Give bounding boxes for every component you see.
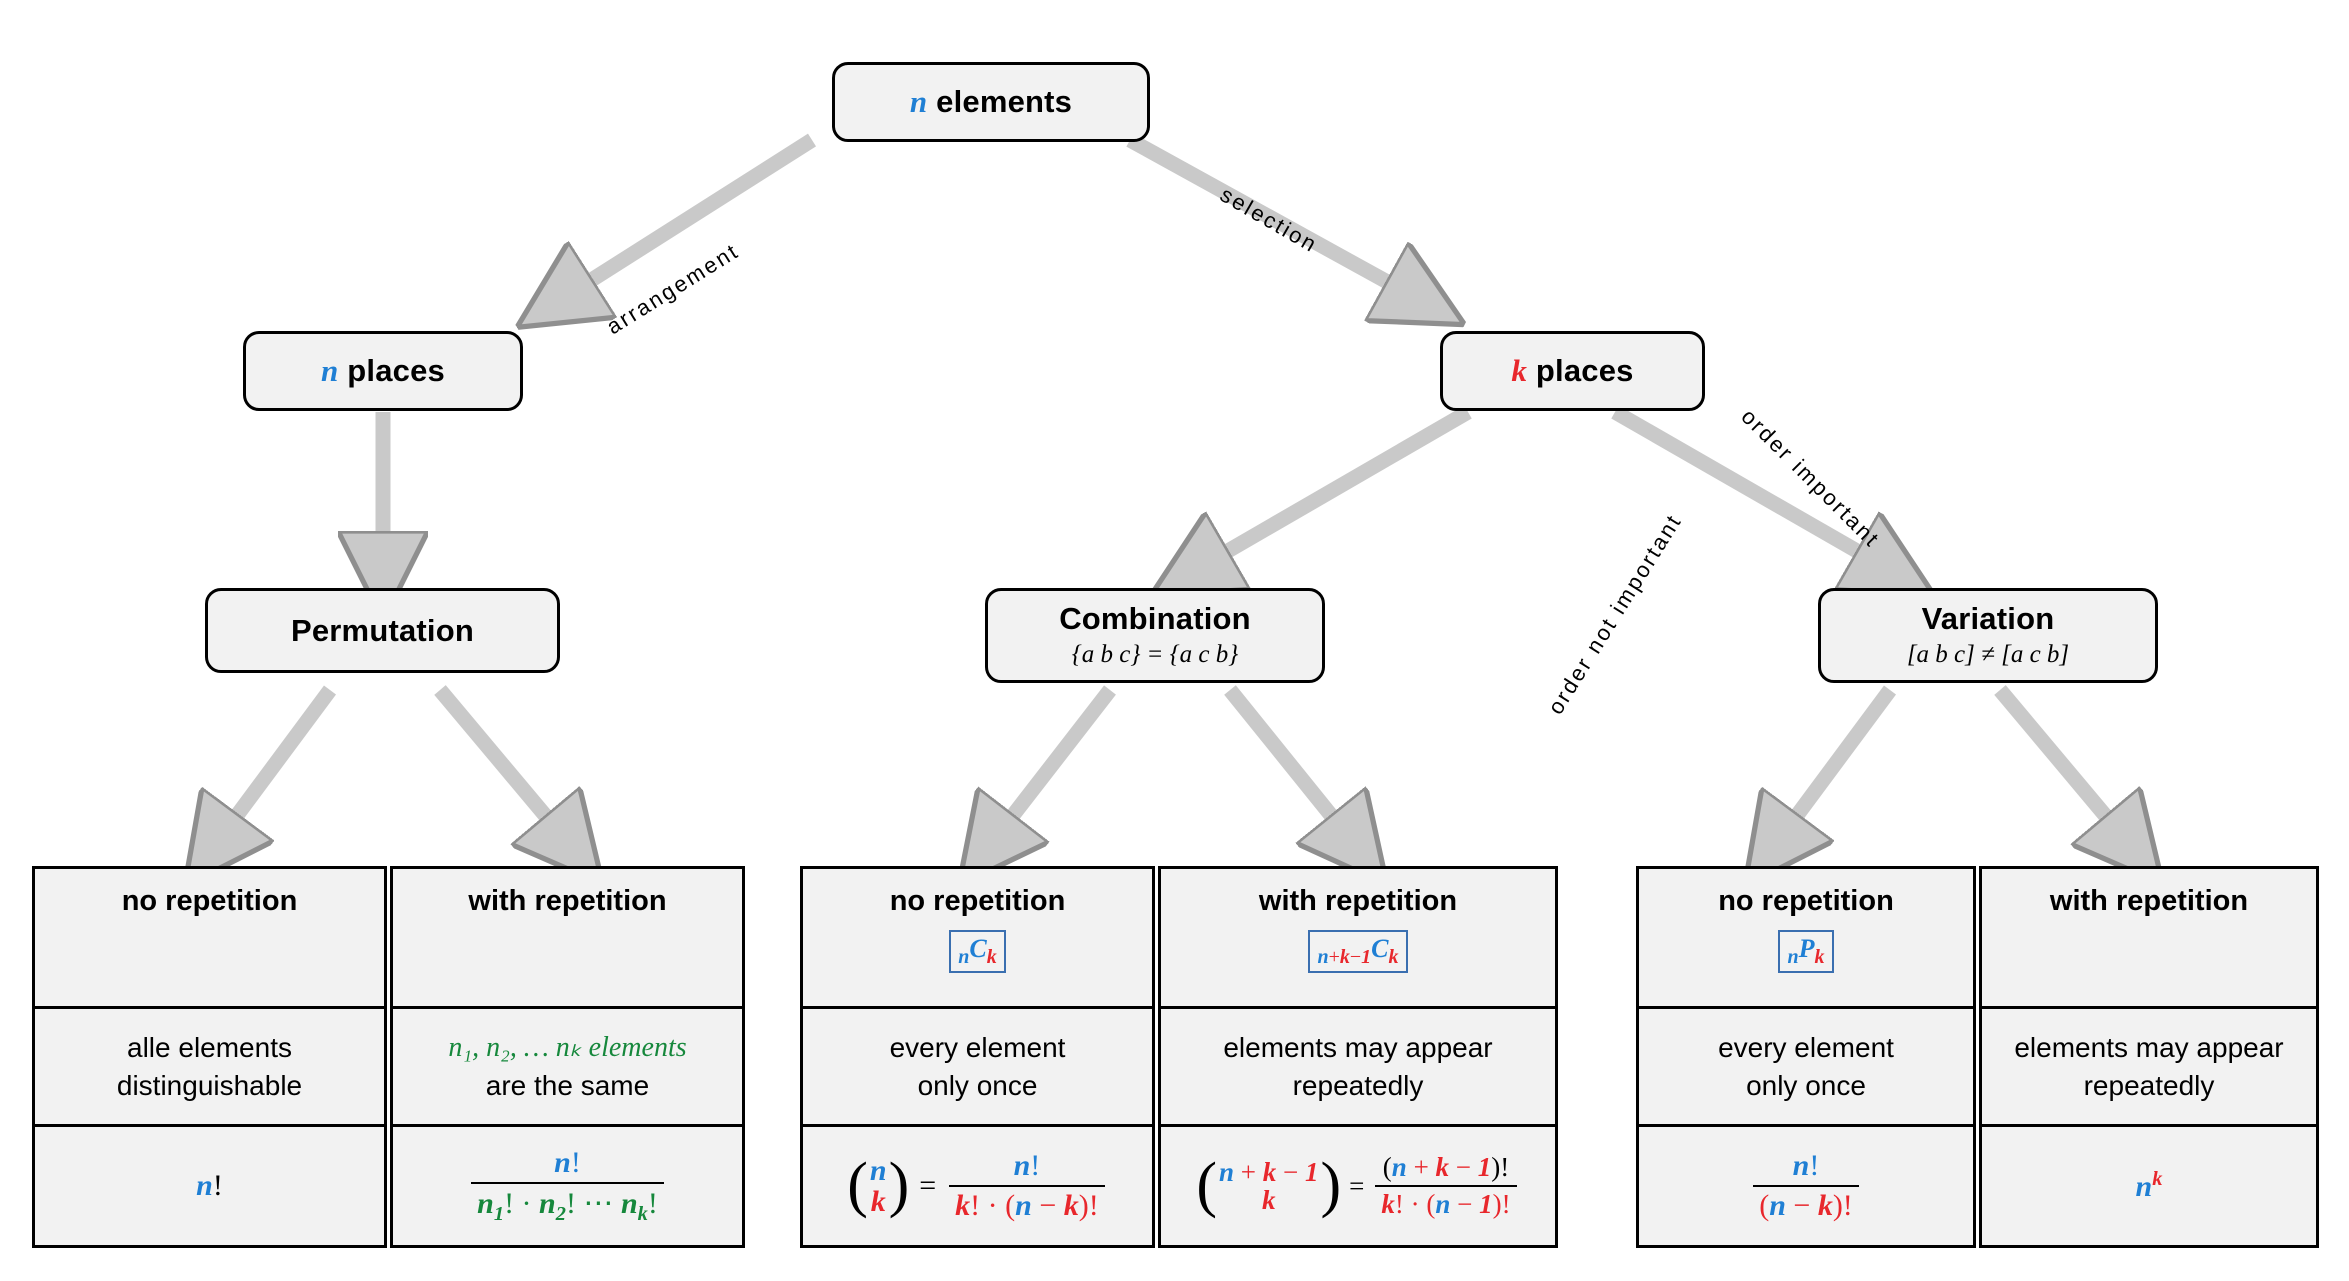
edge-label-order-not-important: order not important (1542, 509, 1687, 719)
card-variation-with-repetition[interactable] (1979, 866, 2319, 1248)
card-body-line-2: only once (1746, 1069, 1866, 1101)
card-header (1161, 869, 1555, 1009)
var-n: n (909, 84, 928, 120)
arrow-combination-to-with-rep (1230, 690, 1355, 845)
node-combination-subtitle: {a b c} = {a c b} (1071, 641, 1239, 669)
node-variation-title: Variation (1921, 600, 2055, 636)
card-body-line-1: elements may appear (1223, 1031, 1493, 1063)
card-body-line-1: elements may appear (2014, 1031, 2284, 1063)
node-k-places-label: k places (1511, 353, 1634, 389)
card-symbol: $_nC_k$ (949, 930, 1005, 973)
card-header-label: with repetition (2049, 885, 2249, 917)
arrow-permutation-to-no-rep (215, 690, 330, 845)
arrow-permutation-to-with-rep (440, 690, 570, 845)
card-body-line-2: repeatedly (1292, 1069, 1424, 1101)
card-combination-with-repetition[interactable] (1158, 866, 1558, 1248)
card-formula: $\frac{n!}{(n - k)!}$ (1639, 1127, 1973, 1245)
card-body-line-1: every element (889, 1031, 1066, 1063)
card-formula: $\frac{n!}{n_1! \cdot n_2! \cdots n_k!}$ (393, 1127, 742, 1245)
card-formula: $n^k$ (2135, 1168, 2163, 1203)
card-header (1982, 869, 2316, 1009)
card-combination-no-repetition[interactable] (800, 866, 1155, 1248)
card-header-label: no repetition (1718, 885, 1894, 917)
node-n-elements-label: n elements (909, 84, 1073, 120)
card-body-line-2: distinguishable (116, 1069, 303, 1101)
card-formula: ( n k ) = $\frac{n!}{k! \cdot (n - k)!}$ (803, 1127, 1152, 1245)
node-combination[interactable] (985, 588, 1325, 683)
card-body-line-2: repeatedly (2083, 1069, 2215, 1101)
node-variation-subtitle: [a b c] ≠ [a c b] (1906, 641, 2070, 669)
card-formula: n! (196, 1169, 223, 1202)
node-n-places-label: n places (321, 353, 445, 389)
arrow-combination-to-no-rep (990, 690, 1110, 845)
card-body (803, 1009, 1152, 1127)
card-formula: ( n + k − 1 k ) = $\frac{(n + k - 1)!}{k! \cdot (n - 1)!}$ (1161, 1127, 1555, 1245)
card-body (1161, 1009, 1555, 1127)
card-body (35, 1009, 384, 1127)
card-body-line-2: are the same (485, 1069, 650, 1101)
arrow-variation-to-no-rep (1775, 690, 1890, 845)
card-body-line-1: n₁, n₂, … nₖ elements (448, 1031, 687, 1063)
var-n: n (321, 353, 339, 389)
node-variation[interactable] (1818, 588, 2158, 683)
card-body-line-2: only once (917, 1069, 1038, 1101)
card-header (393, 869, 742, 1009)
card-permutation-no-repetition[interactable] (32, 866, 387, 1248)
edge-label-order-important: order important (1736, 403, 1886, 553)
card-header-label: with repetition (1258, 885, 1458, 917)
card-body-line-1: alle elements (127, 1031, 292, 1063)
card-body (1982, 1009, 2316, 1127)
node-n-elements[interactable] (832, 62, 1150, 142)
node-n-places[interactable] (243, 331, 523, 411)
card-body (393, 1009, 742, 1127)
card-header (35, 869, 384, 1009)
card-variation-no-repetition[interactable] (1636, 866, 1976, 1248)
node-k-places[interactable] (1440, 331, 1705, 411)
node-permutation[interactable] (205, 588, 560, 673)
card-permutation-with-repetition[interactable] (390, 866, 745, 1248)
card-symbol: $_nP_k$ (1778, 930, 1833, 973)
var-k: k (1511, 353, 1528, 389)
arrow-variation-to-with-rep (2000, 690, 2130, 845)
card-header (1639, 869, 1973, 1009)
card-body (1639, 1009, 1973, 1127)
card-header-label: no repetition (121, 885, 298, 917)
card-symbol: $_{n+k-1}C_k$ (1308, 930, 1407, 973)
card-header-label: with repetition (468, 885, 667, 917)
node-permutation-title: Permutation (290, 612, 475, 648)
edge-label-arrangement: arrangement (602, 237, 744, 340)
node-combination-title: Combination (1059, 600, 1251, 636)
card-header-label: no repetition (889, 885, 1066, 917)
arrow-k-places-to-combination (1195, 412, 1468, 570)
edge-label-selection: selection (1216, 181, 1323, 258)
card-header (803, 869, 1152, 1009)
card-body-line-1: every element (1718, 1031, 1894, 1063)
